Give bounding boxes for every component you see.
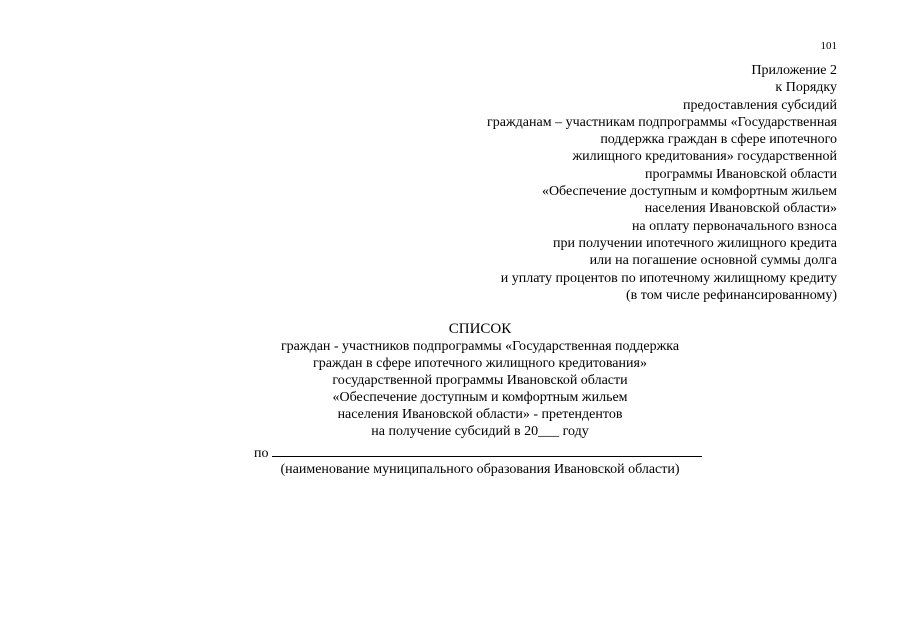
appendix-header: [317, 62, 837, 304]
appendix-line: жилищного кредитования» государственной: [572, 149, 837, 165]
appendix-line: населения Ивановской области»: [644, 201, 837, 217]
appendix-line: на оплату первоначального взноса: [631, 218, 837, 234]
appendix-line: «Обеспечение доступным и комфортным жильем: [541, 184, 837, 200]
list-subtitle-line: граждан в сфере ипотечного жилищного кредитования»: [313, 356, 647, 371]
appendix-line: поддержка граждан в сфере ипотечного: [600, 132, 837, 148]
appendix-line: и уплату процентов по ипотечному жилищному кредиту: [500, 270, 837, 286]
appendix-line: гражданам – участникам подпрограммы «Государственная: [487, 114, 837, 130]
page-number: 101: [820, 40, 837, 52]
appendix-line: к Порядку: [775, 80, 837, 96]
list-subtitle-line: граждан - участников подпрограммы «Государственная поддержка: [280, 339, 680, 354]
list-heading: [200, 320, 760, 440]
appendix-line: предоставления субсидий: [682, 97, 837, 113]
by-prefix: по: [254, 446, 269, 461]
municipality-blank: [272, 443, 702, 457]
appendix-line: или на погашение основной суммы долга: [589, 253, 837, 269]
municipality-fill-line: [254, 443, 704, 462]
appendix-line: при получении ипотечного жилищного кредита: [553, 235, 837, 251]
list-subtitle-line: населения Ивановской области» - претендентов: [337, 407, 623, 422]
appendix-line: Приложение 2: [751, 63, 837, 78]
list-title: СПИСОК: [448, 321, 512, 337]
list-subtitle-line: на получение субсидий в 20___ году: [371, 424, 589, 439]
municipality-caption: (наименование муниципального образования Ивановской области): [280, 462, 680, 477]
appendix-line: (в том числе рефинансированному): [626, 287, 837, 303]
list-subtitle-line: государственной программы Ивановской области: [332, 373, 628, 388]
appendix-line: программы Ивановской области: [645, 166, 837, 182]
list-subtitle-line: «Обеспечение доступным и комфортным жильем: [332, 390, 628, 405]
